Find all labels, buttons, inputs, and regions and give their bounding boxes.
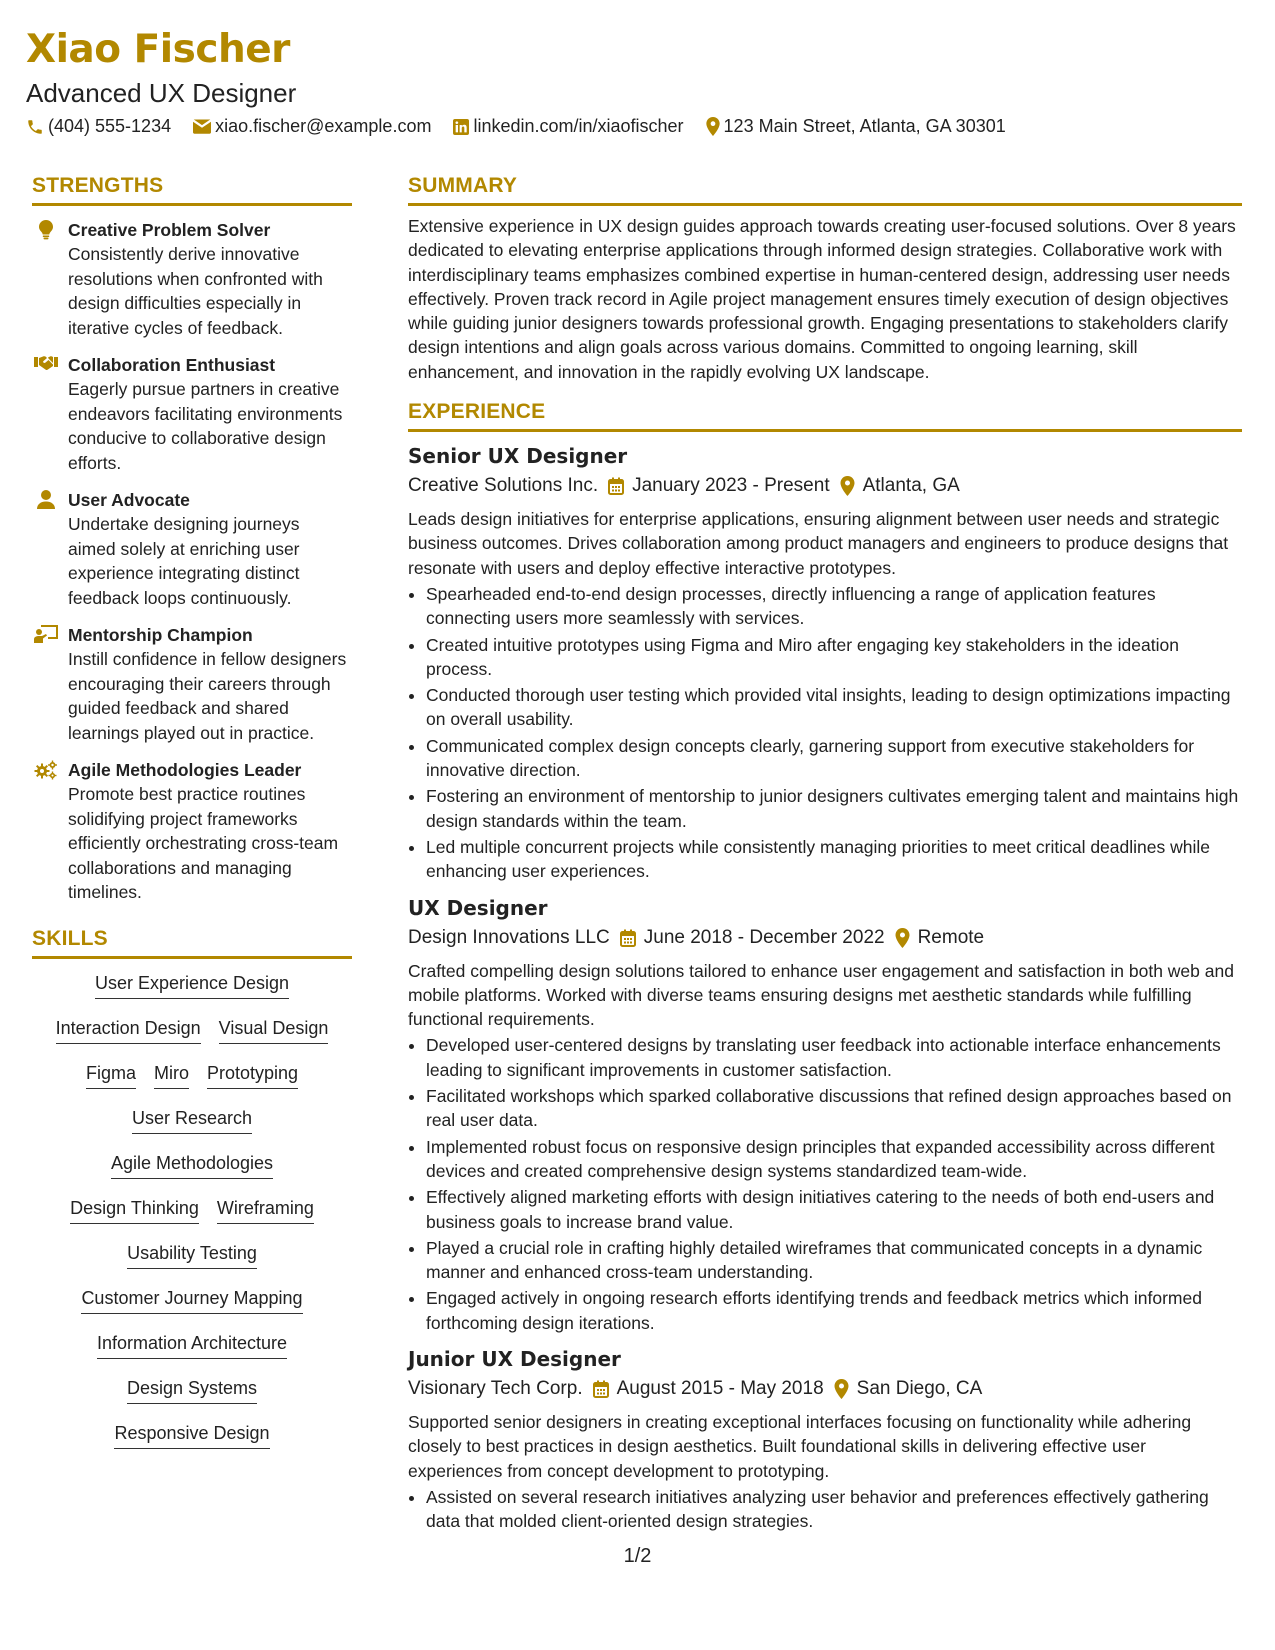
job-description: Crafted compelling design solutions tailored to enhance user engagement and satisfaction in both web and mobile platforms. Worked with diverse teams ensuring designs met aesthetic standards while fulfilling functional requirements. [408,960,1234,1030]
strength-title: Creative Problem Solver [68,220,271,240]
skill-tag: User Experience Design [95,971,289,999]
job-bullet: • Communicated complex design concepts clearly, garnering support from executive stakeholders for innovative direction. [426,734,1242,783]
job-entry [408,442,1242,883]
strength-item [32,758,352,905]
strength-title: Collaboration Enthusiast [68,355,276,375]
job-bullet: • Engaged actively in ongoing research efforts identifying trends and feedback metrics which informed forthcoming design iterations. [426,1286,1242,1335]
user-icon [37,490,55,509]
job-bullets [408,1033,1242,1335]
job-entry [408,894,1242,1335]
job-bullet: • Spearheaded end-to-end design processes, directly influencing a range of application features connecting users more seamlessly with services. [426,582,1242,631]
contact-address [706,116,1006,137]
job-meta [408,1374,1242,1404]
skill-tag: Interaction Design [56,1016,201,1044]
strength-item [32,218,352,340]
chalkboard-teacher-icon [34,625,58,643]
skills-section [32,925,352,1466]
job-bullet: • Played a crucial role in crafting highly detailed wireframes that communicated concepts in a dynamic manner and enhanced cross-team understanding. [426,1236,1242,1285]
job-meta [408,471,1242,501]
strengths-heading: STRENGTHS [32,172,352,206]
contact-bar [26,116,1249,137]
strength-item [32,488,352,610]
job-dates: June 2018 - December 2022 [643,926,885,948]
job-role: UX Designer [408,895,548,920]
job-location: San Diego, CA [856,1377,983,1399]
job-meta [408,923,1242,953]
contact-email-text: xiao.fischer@example.com [215,116,432,136]
job-bullet: • Led multiple concurrent projects while consistently managing priorities to meet critical deadlines while enhancing user experiences. [426,835,1242,884]
skill-tag: Usability Testing [127,1241,257,1269]
job-company: Creative Solutions Inc. [408,475,599,497]
job-dates: August 2015 - May 2018 [616,1377,824,1399]
contact-address-text: 123 Main Street, Atlanta, GA 30301 [723,116,1006,136]
candidate-title: Advanced UX Designer [26,78,297,108]
job-description: Supported senior designers in creating exceptional interfaces focusing on functionality while adhering closely to best practices in design aesthetics. Built foundational skills in delivering effective user experiences from concept development to prototyping. [408,1411,1192,1481]
map-pin-icon [706,117,720,136]
contact-linkedin[interactable] [453,116,683,137]
contact-phone[interactable] [26,116,171,137]
job-location: Atlanta, GA [862,475,960,497]
job-bullet: • Assisted on several research initiatives analyzing user behavior and preferences effectively gathering data that molded client-oriented design strategies. [426,1485,1242,1534]
job-role: Senior UX Designer [408,444,628,469]
strength-desc: Eagerly pursue partners in creative endeavors facilitating environments conducive to collaborative design efforts. [68,379,343,473]
strength-title: Agile Methodologies Leader [68,760,302,780]
skill-tag: Prototyping [207,1061,298,1089]
experience-section [408,398,1242,1533]
strength-desc: Consistently derive innovative resolutions when confronted with design difficulties especially in iterative cycles of feedback. [68,244,323,338]
page-number: 1/2 [623,1545,652,1567]
strength-item [32,353,352,475]
skill-tag: Responsive Design [114,1421,269,1449]
strength-title: User Advocate [68,490,190,510]
skills-heading: SKILLS [32,925,352,959]
skills-list [32,971,352,1466]
lightbulb-icon [39,220,53,240]
contact-phone-text: (404) 555-1234 [48,116,172,136]
right-column [408,172,1242,1535]
job-dates: January 2023 - Present [632,475,830,497]
job-company: Design Innovations LLC [408,926,610,948]
skill-tag: Design Thinking [70,1196,199,1224]
map-pin-icon [895,928,910,948]
strengths-section [32,172,352,905]
calendar-icon [620,929,636,947]
job-bullet: • Created intuitive prototypes using Figma and Miro after engaging key stakeholders in the ideation process. [426,633,1242,682]
map-pin-icon [834,1379,849,1399]
skill-tag: Figma [86,1061,136,1089]
skill-tag: Agile Methodologies [111,1151,273,1179]
candidate-name: Xiao Fischer [26,27,290,72]
skill-tag: Design Systems [127,1376,257,1404]
phone-icon [26,118,44,136]
calendar-icon [608,477,624,495]
summary-heading: SUMMARY [408,172,1242,206]
job-bullet: • Effectively aligned marketing efforts with design initiatives catering to the needs of both end-users and business goals to increase brand value. [426,1185,1242,1234]
summary-text: Extensive experience in UX design guides approach towards creating user-focused solutions. Over 8 years dedicated to elevating enterprise applications through informed design strategies. Collaborative work with interdisciplinary teams emphasizes combined expertise in human-centered design, addressing user needs effectively. Proven track record in Agile project management ensures timely execution of design objectives while guiding junior designers towards professional growth. Engaging presentations to stakeholders clarify design intentions and align goals across various domains. Committed to ongoing learning, skill enhancement, and innovation in the rapidly evolving UX landscape. [408,216,1236,382]
skill-tag: User Research [132,1106,252,1134]
cogs-icon [34,760,58,780]
job-location: Remote [917,926,985,948]
experience-heading: EXPERIENCE [408,398,1242,432]
job-company: Visionary Tech Corp. [408,1377,583,1399]
skill-tag: Wireframing [217,1196,314,1224]
job-role: Junior UX Designer [408,1346,621,1371]
strength-title: Mentorship Champion [68,625,253,645]
job-bullet: • Facilitated workshops which sparked collaborative discussions that refined design approaches based on real user data. [426,1084,1242,1133]
job-bullets [408,582,1242,884]
strength-desc: Instill confidence in fellow designers encouraging their careers through guided feedback and shared learnings played out in practice. [68,649,347,743]
job-bullets [408,1485,1242,1534]
map-pin-icon [840,476,855,496]
job-bullet: • Implemented robust focus on responsive design principles that expanded accessibility across different devices and created comprehensive design systems standardized team-wide. [426,1135,1242,1184]
job-bullet: • Conducted thorough user testing which provided vital insights, leading to design optimizations impacting on overall usability. [426,683,1242,732]
left-column [32,172,352,1466]
job-entry [408,1345,1242,1533]
job-bullet: • Developed user-centered designs by translating user feedback into actionable interface enhancements leading to significant improvements in customer satisfaction. [426,1033,1242,1082]
summary-section [408,172,1242,384]
skill-tag: Information Architecture [97,1331,287,1359]
envelope-icon [193,119,211,135]
strength-desc: Undertake designing journeys aimed solely at enriching user experience integrating distinct feedback loops continuously. [68,514,300,608]
contact-linkedin-text: linkedin.com/in/xiaofischer [473,116,684,136]
skill-tag: Customer Journey Mapping [81,1286,302,1314]
calendar-icon [593,1380,609,1398]
handshake-icon [34,355,58,371]
job-description: Leads design initiatives for enterprise applications, ensuring alignment between user needs and strategic business outcomes. Drives collaboration among product managers and engineers to produce designs that resonate with users and deploy effective interactive prototypes. [408,509,1229,578]
skill-tag: Miro [154,1061,189,1089]
job-bullet: • Fostering an environment of mentorship to junior designers cultivates emerging talent and maintains high design standards within the team. [426,784,1242,833]
strength-desc: Promote best practice routines solidifying project frameworks efficiently orchestrating cross-team collaborations and managing timelines. [68,784,339,902]
skill-tag: Visual Design [219,1016,329,1044]
linkedin-icon [453,119,469,135]
contact-email[interactable] [193,116,431,137]
strength-item [32,623,352,745]
